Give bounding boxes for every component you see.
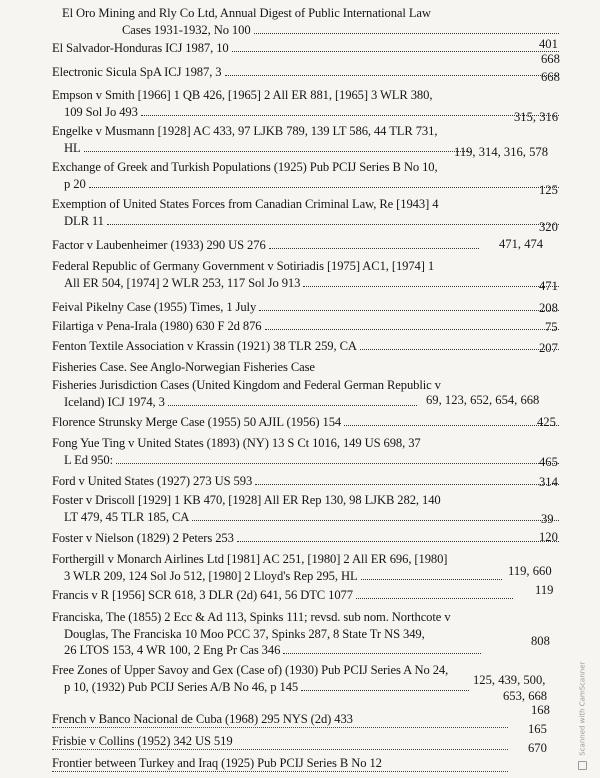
index-entry xyxy=(52,5,562,38)
entry-pages: 75 xyxy=(545,320,558,334)
entry-pages: 125, 439, 500, xyxy=(473,673,546,687)
entry-line: Fenton Textile Association v Krassin (1921) 38 TLR 259, CA xyxy=(52,339,357,353)
entry-line: All ER 504, [1974] 2 WLR 253, 117 Sol Jo 913 xyxy=(64,275,301,290)
entry-pages: 165 xyxy=(528,722,547,736)
entry-line: Franciska, The (1855) 2 Ecc & Ad 113, Spinks 111; revsd. sub nom. Northcote v xyxy=(52,610,451,624)
index-entry xyxy=(52,551,562,584)
entry-line: Fisheries Jurisdiction Cases (United Kingdom and Federal German Republic v xyxy=(52,378,441,392)
entry-line: French v Banco Nacional de Cuba (1968) 295 NYS (2d) 433 xyxy=(52,712,353,726)
entry-line: Douglas, The Franciska 10 Moo PCC 37, Spinks 287, 8 State Tr NS 349, xyxy=(64,626,425,641)
entry-line: Exchange of Greek and Turkish Populations (1925) Pub PCIJ Series B No 10, xyxy=(52,160,438,174)
entry-line: Francis v R [1956] SCR 618, 3 DLR (2d) 641, 56 DTC 1077 xyxy=(52,588,353,602)
entry-line: p 20 xyxy=(64,176,86,191)
entry-line: Filartiga v Pena-Irala (1980) 630 F 2d 876 xyxy=(52,319,262,333)
entry-pages: 670 xyxy=(528,741,547,755)
scanner-watermark xyxy=(578,661,592,770)
entry-line: Feival Pikelny Case (1955) Times, 1 July xyxy=(52,300,257,314)
index-entry xyxy=(52,64,562,81)
index-entry xyxy=(52,755,562,772)
index-entry xyxy=(52,318,562,335)
entry-line: Foster v Driscoll [1929] 1 KB 470, [1928] All ER Rep 130, 98 LJKB 282, 140 xyxy=(52,493,441,507)
index-entry xyxy=(52,159,562,192)
entry-pages: 314 xyxy=(539,475,558,489)
entry-line: Federal Republic of Germany Government v Sotiriadis [1975] AC1, [1974] 1 xyxy=(52,259,435,273)
entry-pages: 168 xyxy=(531,703,550,717)
entry-pages: 69, 123, 652, 654, 668 xyxy=(426,393,540,407)
entry-pages: 207 xyxy=(539,341,558,355)
index-entry xyxy=(52,258,562,291)
entry-line: DLR 11 xyxy=(64,213,104,228)
entry-line: Ford v United States (1927) 273 US 593 xyxy=(52,474,253,488)
entry-line: Frontier between Turkey and Iraq (1925) Pub PCIJ Series B No 12 xyxy=(52,756,382,770)
entry-line: Exemption of United States Forces from Canadian Criminal Law, Re [1943] 4 xyxy=(52,197,439,211)
entry-pages: 125 xyxy=(539,183,558,197)
dotted-leader xyxy=(52,771,508,772)
entry-line: El Oro Mining and Rly Co Ltd, Annual Digest of Public International Law xyxy=(62,6,431,20)
index-entry xyxy=(52,711,562,728)
entry-pages: 401 xyxy=(539,37,558,51)
index-entry xyxy=(52,609,562,659)
entry-line: p 10, (1932) Pub PCIJ Series A/B No 46, p 145 xyxy=(64,679,299,694)
entry-line: Factor v Laubenheimer (1933) 290 US 276 xyxy=(52,238,266,252)
index-entry xyxy=(52,492,562,525)
index-entry xyxy=(52,299,562,316)
entry-pages: 320 xyxy=(539,220,558,234)
entry-line: Engelke v Musmann [1928] AC 433, 97 LJKB 789, 139 LT 586, 44 TLR 731, xyxy=(52,124,438,138)
scanner-logo-icon xyxy=(578,761,587,770)
index-entry xyxy=(52,237,562,254)
index-entry xyxy=(52,359,562,376)
entry-pages: 120 xyxy=(539,530,558,544)
entry-line: L Ed 950: xyxy=(64,452,114,467)
entry-pages: 119, 660 xyxy=(508,564,552,578)
entry-line: 3 WLR 209, 124 Sol Jo 512, [1980] 2 Lloyd's Rep 295, HL xyxy=(64,568,358,583)
entry-pages: 668 xyxy=(541,70,560,84)
entry-pages: 668 xyxy=(541,52,560,66)
entry-line: Cases 1931-1932, No 100 xyxy=(122,22,251,37)
entry-line: Frisbie v Collins (1952) 342 US 519 xyxy=(52,734,233,748)
entry-line: LT 479, 45 TLR 185, CA xyxy=(64,509,190,524)
entry-pages: 471 xyxy=(539,279,558,293)
index-entry xyxy=(52,196,562,229)
entry-line: Free Zones of Upper Savoy and Gex (Case of) (1930) Pub PCIJ Series A No 24, xyxy=(52,663,449,677)
entry-line: Fisheries Case. See Anglo-Norwegian Fisheries Case xyxy=(52,360,315,374)
index-entry xyxy=(52,414,562,431)
entry-line: Forthergill v Monarch Airlines Ltd [1981] AC 251, [1980] 2 All ER 696, [1980] xyxy=(52,552,448,566)
entry-pages: 653, 668 xyxy=(503,689,548,703)
entry-pages: 808 xyxy=(531,634,550,648)
entry-pages: 119 xyxy=(535,583,554,597)
watermark-text: Scanned with CamScanner xyxy=(578,661,587,756)
index-entry xyxy=(52,435,562,468)
entry-pages: 425 xyxy=(537,415,556,429)
entry-pages: 39 xyxy=(541,512,554,526)
index-entry xyxy=(52,338,562,355)
index-entry xyxy=(52,530,562,547)
entry-pages: 471, 474 xyxy=(499,237,544,251)
entry-line: Empson v Smith [1966] 1 QB 426, [1965] 2 All ER 881, [1965] 3 WLR 380, xyxy=(52,88,433,102)
entry-line: HL xyxy=(64,140,81,155)
entry-line: Fong Yue Ting v United States (1893) (NY) 13 S Ct 1016, 149 US 698, 37 xyxy=(52,436,421,450)
entry-pages: 119, 314, 316, 578 xyxy=(454,145,548,159)
index-entry xyxy=(52,40,562,57)
entry-pages: 465 xyxy=(539,455,558,469)
entry-line: Electronic Sicula SpA ICJ 1987, 3 xyxy=(52,65,222,79)
index-entry xyxy=(52,473,562,490)
entry-line: Iceland) ICJ 1974, 3 xyxy=(64,394,165,409)
entry-line: 26 LTOS 153, 4 WR 100, 2 Eng Pr Cas 346 xyxy=(64,643,281,657)
dotted-leader xyxy=(52,727,508,728)
index-entry xyxy=(52,733,562,750)
index-entry xyxy=(52,87,562,120)
entry-line: Foster v Nielson (1829) 2 Peters 253 xyxy=(52,531,234,545)
entry-pages: 315, 316 xyxy=(514,110,559,124)
index-entry xyxy=(52,587,562,604)
entry-line: El Salvador-Honduras ICJ 1987, 10 xyxy=(52,41,229,55)
entry-pages: 208 xyxy=(539,301,558,315)
dotted-leader xyxy=(52,749,508,750)
entry-line: 109 Sol Jo 493 xyxy=(64,104,138,119)
entry-line: Florence Strunsky Merge Case (1955) 50 AJIL (1956) 154 xyxy=(52,415,342,429)
